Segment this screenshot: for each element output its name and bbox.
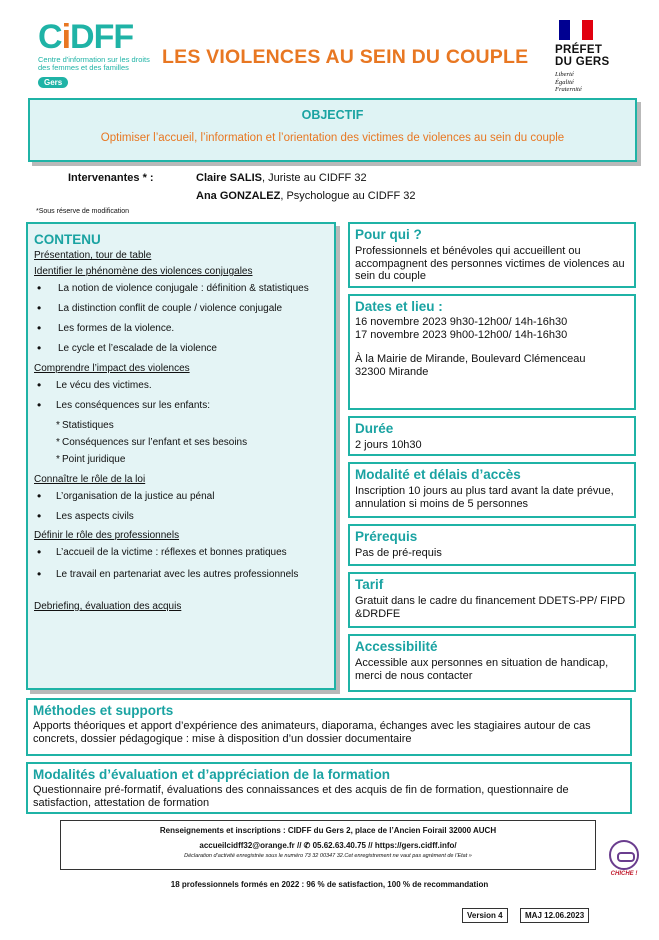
duree-text: 2 jours 10h30 [355, 439, 422, 451]
objectif-text: Optimiser l’accueil, l’information et l’orientation des victimes de violences au sein du couple [100, 132, 565, 144]
section-presentation: Présentation, tour de table [34, 250, 152, 261]
list-subitem: * Point juridique [34, 453, 328, 466]
intervenants-label: Intervenantes * : [68, 172, 154, 184]
evaluation-text: Questionnaire pré-formatif, évaluations des connaissances et des acquis de fin de formation, questionnaire de satisfaction, attestation de formation [33, 784, 569, 809]
accessibilite-box [348, 634, 636, 692]
contact-details[interactable]: accueilcidff32@orange.fr // ✆ 05.62.63.40.75 // https://gers.cidff.info/ [199, 841, 457, 850]
list-item: • La distinction conflit de couple / violence conjugale [34, 302, 328, 315]
tarif-box [348, 572, 636, 628]
list-comprendre [34, 379, 328, 466]
modalite-box [348, 462, 636, 518]
methodes-box [26, 698, 632, 756]
list-item: • Les aspects civils [34, 510, 328, 523]
section-comprendre: Comprendre l’impact des violences [34, 363, 190, 374]
contact-box [60, 820, 596, 870]
chiche-label: CHICHE ! [610, 871, 638, 877]
tarif-text: Gratuit dans le cadre du financement DDETS-PP/ FIPD &DRDFE [355, 595, 626, 620]
methodes-text: Apports théoriques et apport d’expérience des animateurs, diaporama, échanges avec les stagiaires autour de cas concrets, dossier pédagogique : mise à disposition d’un dossier documentaire [33, 720, 591, 745]
list-item: • L’organisation de la justice au pénal [34, 490, 328, 503]
objectif-box [28, 98, 637, 162]
modalite-title: Modalité et délais d’accès [355, 467, 521, 482]
accessibilite-text: Accessible aux personnes en situation de handicap, merci de nous contacter [355, 657, 609, 682]
contenu-box [26, 222, 336, 690]
prerequis-text: Pas de pré-requis [355, 547, 442, 559]
cidff-logo-subtitle: Centre d'information sur les droits des femmes et des familles [38, 55, 150, 72]
accessibilite-title: Accessibilité [355, 639, 438, 654]
prerequis-box [348, 524, 636, 566]
maj-badge: MAJ 12.06.2023 [520, 908, 589, 923]
declaration-activite: Déclaration d’activité enregistrée sous le numéro 73 32 00347 32.Cet enregistrement ne vaut pas agrément de l’Etat » [184, 853, 472, 859]
cidff-logo-region: Gers [38, 77, 68, 88]
reserve-note: *Sous réserve de modification [36, 208, 129, 215]
lieu-line1: À la Mairie de Mirande, Boulevard Clémenceau [355, 353, 586, 365]
intervenant-2: Ana GONZALEZ, Psychologue au CIDFF 32 [196, 190, 416, 202]
section-professionnels: Définir le rôle des professionnels [34, 530, 180, 541]
version-badge: Version 4 [462, 908, 508, 923]
methodes-title: Méthodes et supports [33, 703, 174, 718]
list-item: • Les conséquences sur les enfants: [34, 399, 328, 412]
chiche-icon [609, 840, 639, 870]
evaluation-box [26, 762, 632, 814]
pour-qui-box [348, 222, 636, 288]
contenu-title: CONTENU [34, 232, 101, 247]
motto-fraternite: Fraternité [555, 86, 582, 93]
lieu-line2: 32300 Mirande [355, 365, 429, 378]
duree-box [348, 416, 636, 456]
evaluation-title: Modalités d’évaluation et d’appréciation de la formation [33, 767, 391, 782]
list-subitem: * Conséquences sur l’enfant et ses besoins [34, 436, 328, 449]
tarif-title: Tarif [355, 577, 384, 592]
list-identifier [34, 282, 328, 355]
prefet-name-line2: DU GERS [555, 56, 610, 68]
prerequis-title: Prérequis [355, 529, 418, 544]
cidff-logo [38, 20, 158, 100]
intervenant-1: Claire SALIS, Juriste au CIDFF 32 [196, 172, 367, 184]
stats-line: 18 professionnels formés en 2022 : 96 % de satisfaction, 100 % de recommandation [170, 880, 489, 889]
list-item: • Les formes de la violence. [34, 322, 328, 335]
modalite-text: Inscription 10 jours au plus tard avant la date prévue, annulation si moins de 5 personnes [355, 485, 614, 510]
dates-title: Dates et lieu : [355, 299, 443, 314]
date-2: 17 novembre 2023 9h00-12h00/ 14h-16h30 [355, 328, 568, 341]
contact-address: Renseignements et inscriptions : CIDFF du Gers 2, place de l’Ancien Foirail 32000 AUCH [159, 826, 497, 835]
dates-box [348, 294, 636, 410]
list-item: • La notion de violence conjugale : définition & statistiques [34, 282, 328, 295]
list-item: • Le travail en partenariat avec les autres professionnels [34, 568, 328, 581]
french-flag-icon [559, 20, 593, 40]
list-professionnels [34, 546, 328, 581]
date-1: 16 novembre 2023 9h30-12h00/ 14h-16h30 [355, 316, 568, 328]
cidff-logo-word: CiDFF [38, 18, 134, 56]
motto-liberte: Liberté [555, 71, 574, 78]
list-item: • Le vécu des victimes. [34, 379, 328, 392]
chiche-logo [604, 840, 644, 880]
page-title: LES VIOLENCES AU SEIN DU COUPLE [162, 46, 529, 68]
motto-egalite: Égalité [555, 78, 574, 86]
section-debriefing: Debriefing, évaluation des acquis [34, 601, 182, 612]
list-subitem: * Statistiques [34, 419, 328, 432]
section-identifier: Identifier le phénomène des violences conjugales [34, 266, 253, 277]
pour-qui-title: Pour qui ? [355, 227, 422, 242]
prefet-logo [555, 20, 635, 94]
section-loi: Connaître le rôle de la loi [34, 474, 146, 485]
objectif-title: OBJECTIF [301, 108, 364, 122]
duree-title: Durée [355, 421, 394, 436]
prefet-name-line1: PRÉFET [555, 44, 603, 56]
list-item: • Le cycle et l’escalade de la violence [34, 342, 328, 355]
pour-qui-text: Professionnels et bénévoles qui accueillent ou accompagnent des personnes victimes de violences au sein du couple [355, 245, 625, 282]
list-loi [34, 490, 328, 523]
list-item: • L’accueil de la victime : réflexes et bonnes pratiques [34, 546, 328, 559]
